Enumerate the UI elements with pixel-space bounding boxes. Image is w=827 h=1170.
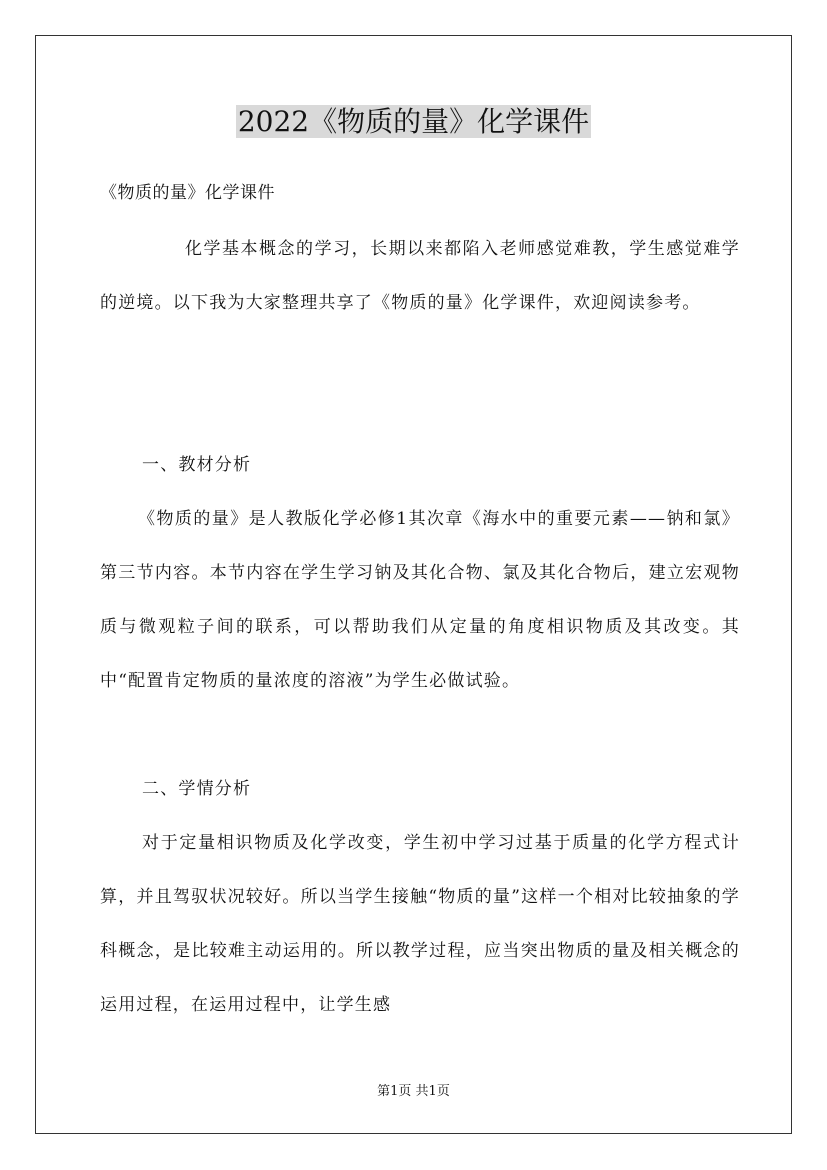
document-subtitle: 《物质的量》化学课件 [100,183,275,203]
section-heading-textbook-analysis: 一、教材分析 [142,455,252,475]
section-body-textbook-analysis: 《物质的量》是人教版化学必修1其次章《海水中的重要元素——钠和氯》第三节内容。本节内容在学生学习钠及其化合物、氯及其化合物后，建立宏观物质与微观粒子间的联系，可以帮助我们从定量的角度相识物质及其改变。其中“配置肯定物质的量浓度的溶液”为学生必做试验。 [100,509,740,691]
page-footer: 第1页 共1页 [377,1084,450,1099]
document-title-text: 2022《物质的量》化学课件 [237,105,590,138]
section-heading-student-analysis: 二、学情分析 [142,779,252,799]
intro-paragraph: 化学基本概念的学习，长期以来都陷入老师感觉难教，学生感觉难学的逆境。以下我为大家整理共享了《物质的量》化学课件，欢迎阅读参考。 [100,239,740,313]
section-body-student-analysis: 对于定量相识物质及化学改变，学生初中学习过基于质量的化学方程式计算，并且驾驭状况较好。所以当学生接触“物质的量”这样一个相对比较抽象的学科概念，是比较难主动运用的。所以教学过程，应当突出物质的量及相关概念的运用过程，在运用过程中，让学生感 [100,833,740,1015]
document-title [0,100,827,144]
